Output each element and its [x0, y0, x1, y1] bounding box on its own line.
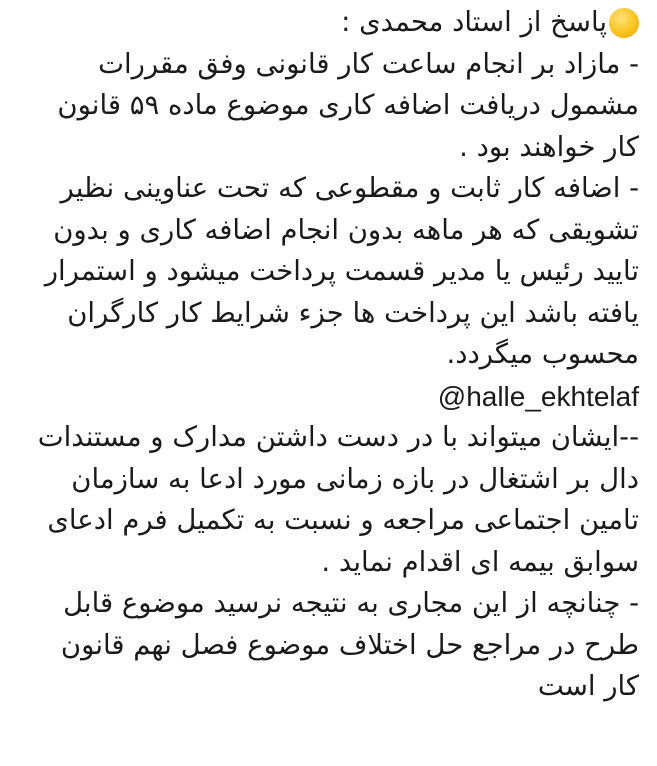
- message-line: - مازاد بر انجام ساعت کار قانونی وفق مقررات: [98, 47, 639, 80]
- message-line: یافته باشد این پرداخت ها جزء شرایط کار کارگران: [67, 296, 639, 329]
- message-line: دال بر اشتغال در بازه زمانی مورد ادعا به سازمان: [71, 462, 639, 495]
- message-line: محسوب میگردد.: [446, 338, 639, 370]
- message-line: کار است: [537, 670, 639, 702]
- message-line: - اضافه کار ثابت و مقطوعی که تحت عناوینی نظیر: [60, 172, 639, 204]
- message-line: طرح در مراجع حل اختلاف موضوع فصل نهم قانون: [60, 628, 639, 661]
- message-line: سوابق بیمه ای اقدام نماید .: [321, 545, 639, 578]
- message-line: --ایشان میتواند با در دست داشتن مدارک و مستندات: [37, 421, 639, 453]
- message-title: پاسخ از استاد محمدی :: [341, 6, 607, 38]
- message-title-row: [14, 2, 639, 44]
- message-line: مشمول دریافت اضافه کاری موضوع ماده ۵۹ قانون: [57, 89, 639, 121]
- message-line: تشویقی که هر ماهه بدون انجام اضافه کاری و بدون: [53, 213, 639, 246]
- message-line: تایید رئیس یا مدیر قسمت پرداخت میشود و استمرار: [44, 255, 639, 287]
- yellow-circle-icon: [609, 8, 639, 38]
- message-line: - چنانچه از این مجاری به نتیجه نرسید موضوع قابل: [63, 587, 639, 619]
- handle-row: [14, 376, 639, 418]
- message-line: تامین اجتماعی مراجعه و نسبت به تکمیل فرم ادعای: [47, 504, 639, 536]
- message-line: کار خواهند بود .: [459, 130, 639, 163]
- channel-handle: @halle_ekhtelaf: [437, 380, 639, 412]
